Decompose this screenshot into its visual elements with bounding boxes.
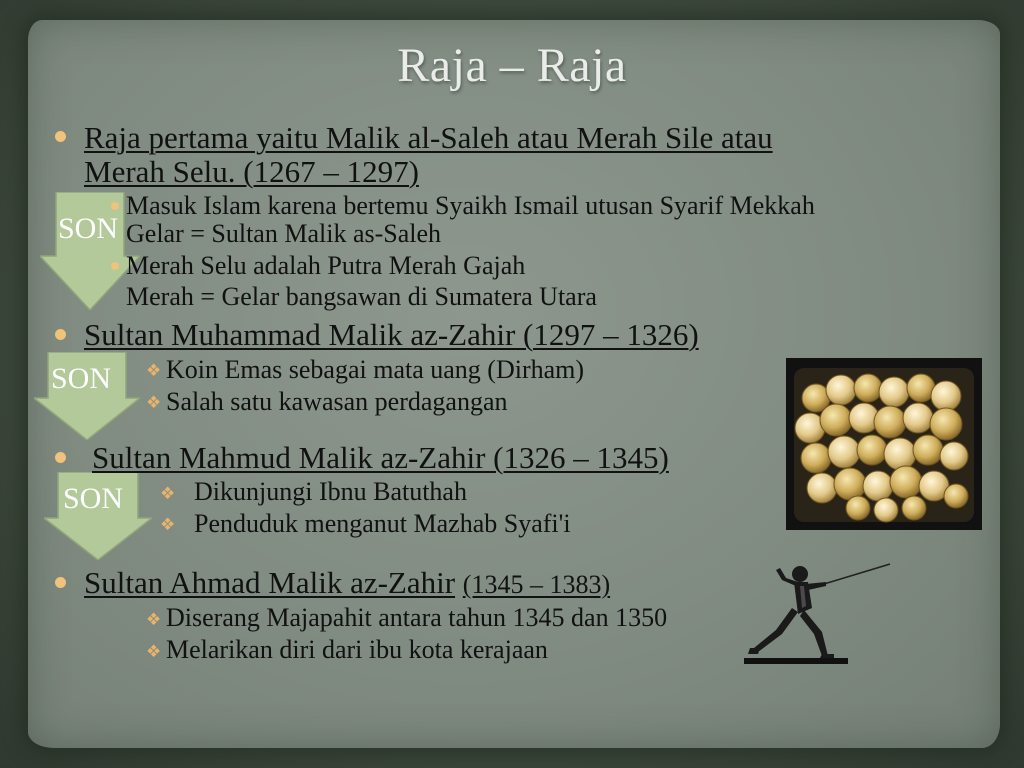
- bullet-dot: [55, 131, 66, 142]
- king-3-name: Sultan Mahmud Malik az-Zahir (1326 – 1345): [92, 440, 669, 475]
- gold-coins-image: [786, 358, 982, 530]
- king-1-name: Raja pertama yaitu Malik al-Saleh atau Merah Sile atau: [84, 120, 773, 155]
- king-2-detail-1: Koin Emas sebagai mata uang (Dirham): [166, 355, 585, 384]
- king-4-years: (1345 – 1383): [462, 570, 611, 599]
- son-label: SON: [63, 482, 124, 515]
- son-arrow-2: [34, 352, 140, 440]
- fencer-silhouette-image: [742, 562, 892, 673]
- king-1-detail-1: Masuk Islam karena bertemu Syaikh Ismail utusan Syarif Mekkah: [126, 191, 815, 220]
- sub-bullet-dot: [111, 262, 119, 270]
- diamond-bullet-icon: ❖: [146, 610, 162, 629]
- diamond-bullet-icon: ❖: [146, 393, 162, 412]
- king-3-detail-1: Dikunjungi Ibnu Batuthah: [194, 477, 467, 506]
- bullet-dot: [55, 329, 66, 340]
- king-1-detail-3: Merah Selu adalah Putra Merah Gajah: [126, 251, 526, 280]
- king-4-detail-2: Melarikan diri dari ibu kota kerajaan: [166, 635, 548, 664]
- diamond-bullet-icon: ❖: [160, 515, 176, 534]
- king-4-heading: [84, 565, 610, 601]
- diamond-bullet-icon: ❖: [146, 642, 162, 661]
- slide-title: Raja – Raja: [397, 39, 627, 92]
- son-label: SON: [51, 362, 112, 395]
- king-4-detail-1: Diserang Majapahit antara tahun 1345 dan 1350: [166, 603, 668, 632]
- son-arrow-3: [44, 472, 152, 560]
- king-2-detail-2: Salah satu kawasan perdagangan: [166, 387, 508, 416]
- king-2-name: Sultan Muhammad Malik az-Zahir (1297 – 1326): [84, 317, 699, 352]
- son-arrow-1: [40, 192, 140, 310]
- bullet-dot: [55, 452, 66, 463]
- king-4-name: Sultan Ahmad Malik az-Zahir: [84, 565, 456, 600]
- sub-bullet-dot: [111, 202, 119, 210]
- king-3-detail-2: Penduduk menganut Mazhab Syafi'i: [194, 509, 571, 538]
- diamond-bullet-icon: ❖: [160, 484, 176, 503]
- king-1-name-cont: Merah Selu. (1267 – 1297): [84, 154, 419, 189]
- bullet-dot: [55, 577, 66, 588]
- son-label: SON: [58, 212, 119, 245]
- king-1-detail-4: Merah = Gelar bangsawan di Sumatera Utara: [126, 282, 597, 311]
- diamond-bullet-icon: ❖: [146, 361, 162, 380]
- king-1-detail-2: Gelar = Sultan Malik as-Saleh: [126, 219, 442, 248]
